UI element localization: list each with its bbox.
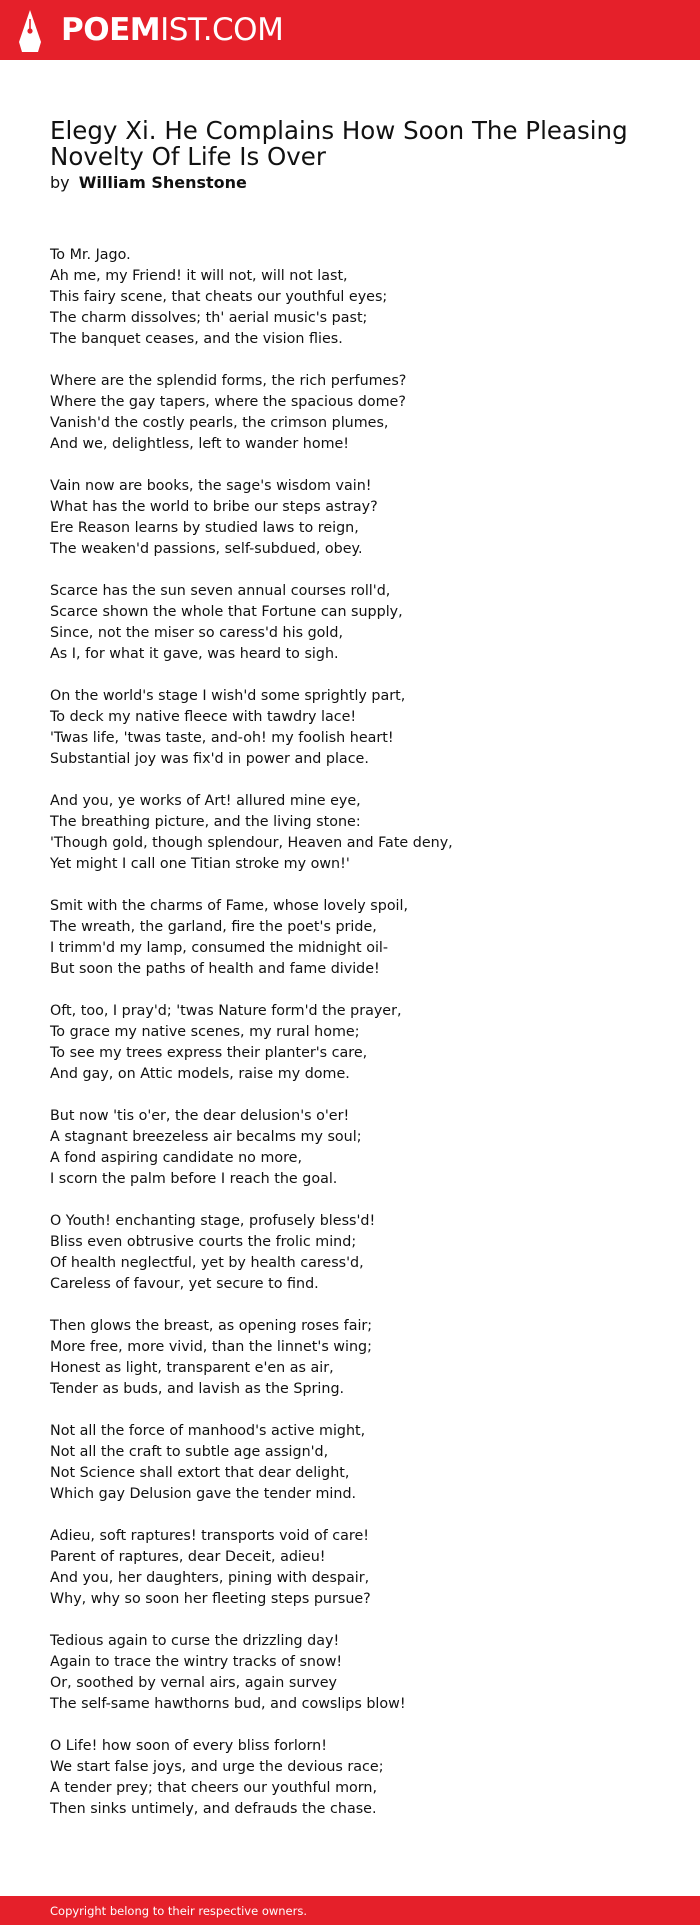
poem-line: To Mr. Jago. (50, 247, 131, 263)
poem-line: O Youth! enchanting stage, profusely bless'd! (50, 1213, 376, 1229)
poem-line: Yet might I call one Titian stroke my own!' (50, 856, 350, 872)
site-logo[interactable] (61, 12, 283, 48)
poem-line: 'Twas life, 'twas taste, and-oh! my foolish heart! (50, 730, 394, 746)
poem-line: This fairy scene, that cheats our youthful eyes; (50, 289, 388, 305)
poem-line: A tender prey; that cheers our youthful morn, (50, 1780, 377, 1796)
author-name: William Shenstone (78, 173, 247, 192)
poem-stanza (50, 896, 650, 980)
poem-line: Adieu, soft raptures! transports void of care! (50, 1528, 370, 1544)
poem-line: Again to trace the wintry tracks of snow! (50, 1654, 343, 1670)
poem-line: Tedious again to curse the drizzling day! (50, 1633, 340, 1649)
poem-body (50, 245, 650, 1841)
poem-line: What has the world to bribe our steps astray? (50, 499, 378, 515)
poem-line: And you, ye works of Art! allured mine eye, (50, 793, 361, 809)
poem-line: Not all the force of manhood's active might, (50, 1423, 366, 1439)
poem-stanza (50, 371, 650, 455)
poem-line: Since, not the miser so caress'd his gold, (50, 625, 343, 641)
poem-stanza (50, 476, 650, 560)
poem-line: And you, her daughters, pining with despair, (50, 1570, 370, 1586)
poem-line: Then glows the breast, as opening roses fair; (50, 1318, 373, 1334)
poem-line: I scorn the palm before I reach the goal. (50, 1171, 338, 1187)
poem-line: Which gay Delusion gave the tender mind. (50, 1486, 357, 1502)
poem-line: But soon the paths of health and fame divide! (50, 961, 380, 977)
poem-line: As I, for what it gave, was heard to sigh. (50, 646, 339, 662)
poem-line: And we, delightless, left to wander home! (50, 436, 350, 452)
poem-line: The wreath, the garland, fire the poet's pride, (50, 919, 377, 935)
poem-line: Ah me, my Friend! it will not, will not last, (50, 268, 348, 284)
copyright-text: Copyright belong to their respective owners. (50, 1904, 308, 1918)
poem-line: To grace my native scenes, my rural home; (50, 1024, 360, 1040)
poem-line: To see my trees express their planter's care, (50, 1045, 368, 1061)
poem-line: Tender as buds, and lavish as the Spring. (50, 1381, 345, 1397)
fountain-pen-nib-icon[interactable] (18, 10, 42, 52)
poem-line: Then sinks untimely, and defrauds the chase. (50, 1801, 377, 1817)
poem-line: Honest as light, transparent e'en as air, (50, 1360, 334, 1376)
poem-stanza (50, 686, 650, 770)
poem-line: The charm dissolves; th' aerial music's past; (50, 310, 368, 326)
poem-line: 'Though gold, though splendour, Heaven and Fate deny, (50, 835, 453, 851)
poem-line: O Life! how soon of every bliss forlorn! (50, 1738, 327, 1754)
poem-line: The weaken'd passions, self-subdued, obey. (50, 541, 363, 557)
poem-line: Not Science shall extort that dear delight, (50, 1465, 350, 1481)
poem-stanza (50, 1001, 650, 1085)
poem-title: Elegy Xi. He Complains How Soon The Pleasing Novelty Of Life Is Over (50, 116, 628, 171)
poem-stanza (50, 1211, 650, 1295)
poem-line: Parent of raptures, dear Deceit, adieu! (50, 1549, 326, 1565)
poem-line: Of health neglectful, yet by health caress'd, (50, 1255, 364, 1271)
poem-stanza (50, 791, 650, 875)
poem-line: And gay, on Attic models, raise my dome. (50, 1066, 350, 1082)
poem-line: Or, soothed by vernal airs, again survey (50, 1675, 337, 1691)
poem-line: On the world's stage I wish'd some sprightly part, (50, 688, 406, 704)
logo-text-bold: POEM (61, 12, 161, 48)
poem-line: But now 'tis o'er, the dear delusion's o'er! (50, 1108, 350, 1124)
poem-line: Careless of favour, yet secure to find. (50, 1276, 319, 1292)
poem-line: Vain now are books, the sage's wisdom vain! (50, 478, 372, 494)
poem-line: Scarce has the sun seven annual courses roll'd, (50, 583, 391, 599)
poem-stanza (50, 1736, 650, 1820)
poem-line: A fond aspiring candidate no more, (50, 1150, 303, 1166)
poem-line: Vanish'd the costly pearls, the crimson plumes, (50, 415, 389, 431)
poem-line: Ere Reason learns by studied laws to reign, (50, 520, 359, 536)
byline (50, 172, 247, 194)
poem-line: Bliss even obtrusive courts the frolic mind; (50, 1234, 357, 1250)
poem-line: The self-same hawthorns bud, and cowslips blow! (50, 1696, 406, 1712)
poem-line: Where the gay tapers, where the spacious dome? (50, 394, 406, 410)
poem-stanza (50, 1421, 650, 1505)
poem-line: I trimm'd my lamp, consumed the midnight oil- (50, 940, 389, 956)
poem-stanza (50, 581, 650, 665)
poem-line: Why, why so soon her fleeting steps pursue? (50, 1591, 371, 1607)
poem-stanza (50, 245, 650, 350)
poem-line: Scarce shown the whole that Fortune can supply, (50, 604, 403, 620)
poem-line: Not all the craft to subtle age assign'd, (50, 1444, 329, 1460)
poem-stanza (50, 1316, 650, 1400)
poem-line: Where are the splendid forms, the rich perfumes? (50, 373, 407, 389)
poem-stanza (50, 1526, 650, 1610)
poem-line: We start false joys, and urge the devious race; (50, 1759, 384, 1775)
poem-line: Smit with the charms of Fame, whose lovely spoil, (50, 898, 409, 914)
poem-line: To deck my native fleece with tawdry lace! (50, 709, 357, 725)
poem-stanza (50, 1631, 650, 1715)
poem-line: Substantial joy was fix'd in power and place. (50, 751, 369, 767)
poem-line: Oft, too, I pray'd; 'twas Nature form'd the prayer, (50, 1003, 402, 1019)
logo-text-light: IST.COM (160, 12, 284, 48)
poem-stanza (50, 1106, 650, 1190)
site-header (0, 0, 700, 60)
poem-line: The banquet ceases, and the vision flies. (50, 331, 343, 347)
poem-line: The breathing picture, and the living stone: (50, 814, 361, 830)
by-label: by (50, 173, 70, 192)
site-footer (0, 1896, 700, 1925)
poem-line: A stagnant breezeless air becalms my soul; (50, 1129, 362, 1145)
poem-line: More free, more vivid, than the linnet's wing; (50, 1339, 372, 1355)
